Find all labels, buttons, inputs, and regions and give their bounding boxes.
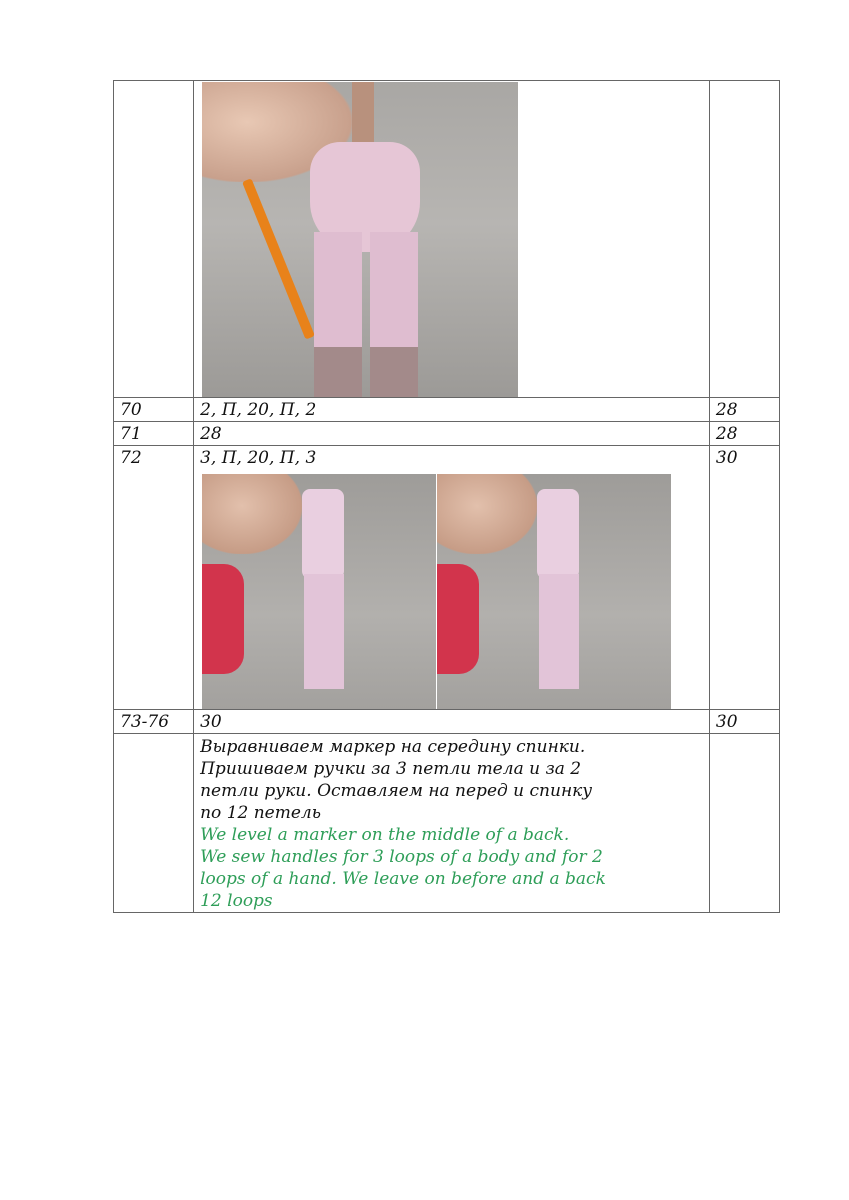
instruction-line-ru: Выравниваем маркер на середину спинки. — [200, 737, 586, 757]
table-row — [114, 422, 780, 446]
hand-shape — [437, 474, 537, 554]
red-fabric-shape — [202, 564, 244, 674]
photo-doll-front — [202, 474, 436, 709]
photo-pair — [202, 474, 709, 709]
foot-shape — [314, 347, 362, 397]
photo-cell — [194, 81, 710, 398]
leg-shape — [539, 574, 559, 689]
table-row — [114, 734, 780, 913]
row-number: 71 — [120, 424, 142, 444]
table-row — [114, 398, 780, 422]
row-pattern: 30 — [200, 712, 222, 732]
pattern-table — [113, 80, 780, 913]
row-pattern: 3, П, 20, П, 3 — [200, 448, 317, 468]
leg-shape — [370, 232, 418, 397]
stick-shape — [352, 82, 374, 142]
row-number-cell — [114, 81, 194, 398]
red-fabric-shape — [437, 564, 479, 674]
row-number: 72 — [120, 448, 142, 468]
photo-doll-back — [437, 474, 671, 709]
hand-shape — [202, 474, 302, 554]
table-row — [114, 446, 780, 710]
row-pattern: 28 — [200, 424, 222, 444]
row-number: 70 — [120, 400, 142, 420]
photo-doll-back-legs — [202, 82, 518, 397]
leg-shape — [559, 574, 579, 689]
instruction-line-ru: Пришиваем ручки за 3 петли тела и за 2 — [200, 759, 582, 779]
leg-shape — [324, 574, 344, 689]
torso-shape — [537, 489, 579, 579]
leg-shape — [304, 574, 324, 689]
instruction-line-en: We level a marker on the middle of a back. — [200, 825, 570, 845]
table-row — [114, 710, 780, 734]
torso-shape — [302, 489, 344, 579]
instruction-line-ru: по 12 петель — [200, 803, 322, 823]
leg-shape — [314, 232, 362, 397]
stitch-count: 28 — [715, 424, 738, 444]
instruction-line-en: loops of a hand. We leave on before and a back — [200, 869, 606, 889]
stitch-count: 30 — [715, 712, 738, 732]
table-row — [114, 81, 780, 398]
stitch-count: 30 — [715, 448, 738, 468]
instruction-text — [194, 734, 709, 912]
pencil-shape — [242, 178, 315, 339]
instruction-line-ru: петли руки. Оставляем на перед и спинку — [200, 781, 593, 801]
instruction-line-en: 12 loops — [200, 891, 273, 911]
instruction-line-en: We sew handles for 3 loops of a body and for 2 — [200, 847, 603, 867]
foot-shape — [370, 347, 418, 397]
row-number: 73-76 — [120, 712, 170, 732]
stitch-count: 28 — [715, 400, 738, 420]
stitch-count-cell — [709, 81, 779, 398]
row-pattern: 2, П, 20, П, 2 — [200, 400, 317, 420]
